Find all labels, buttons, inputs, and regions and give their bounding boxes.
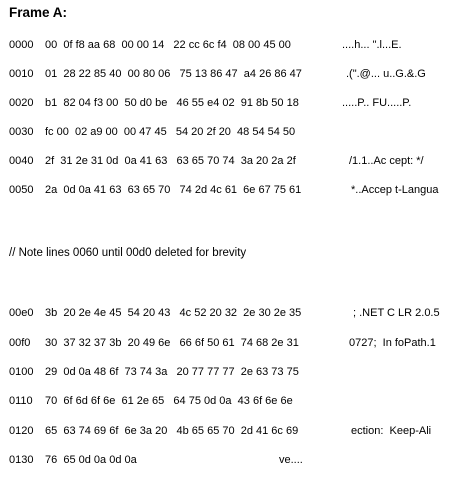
hex-row: [9, 66, 469, 82]
row-offset: 0000: [9, 39, 34, 51]
row-ascii: ....h... ".l...E.: [342, 39, 402, 51]
row-hex: 00 0f f8 aa 68 00 00 14 22 cc 6c f4 08 00 45 00: [45, 39, 291, 51]
row-hex: 2a 0d 0a 41 63 63 65 70 74 2d 4c 61 6e 67 75 61: [45, 184, 302, 196]
row-offset: 00f0: [9, 337, 31, 349]
row-offset: 0020: [9, 97, 34, 109]
row-ascii: *..Accep t-Langua: [351, 184, 439, 196]
row-ascii: 0727; In foPath.1: [349, 337, 436, 349]
row-offset: 00e0: [9, 307, 34, 319]
row-hex: 30 37 32 37 3b 20 49 6e 66 6f 50 61 74 68 2e 31: [45, 337, 299, 349]
row-offset: 0030: [9, 126, 34, 138]
row-offset: 0040: [9, 155, 34, 167]
hex-row: [9, 335, 469, 351]
row-offset: 0110: [9, 395, 33, 407]
row-hex: 01 28 22 85 40 00 80 06 75 13 86 47 a4 26 86 47: [45, 68, 302, 80]
row-offset: 0010: [9, 68, 34, 80]
row-ascii: ; .NET C LR 2.0.5: [353, 307, 440, 319]
hex-row: [9, 364, 469, 380]
row-ascii: .(".@... u..G.&.G: [346, 68, 426, 80]
frame-title: Frame A:: [9, 5, 68, 20]
hex-row: [9, 95, 469, 111]
hex-row: [9, 393, 469, 409]
hex-row: [9, 37, 469, 53]
row-hex: fc 00 02 a9 00 00 47 45 54 20 2f 20 48 54 54 50: [45, 126, 296, 138]
row-ascii: .....P.. FU.....P.: [342, 97, 412, 109]
row-offset: 0050: [9, 184, 34, 196]
row-offset: 0130: [9, 454, 34, 466]
row-ascii: /1.1..Ac cept: */: [349, 155, 424, 167]
hex-row: [9, 423, 469, 439]
row-offset: 0100: [9, 366, 34, 378]
hex-row: [9, 124, 469, 140]
row-hex: 76 65 0d 0a 0d 0a: [45, 454, 137, 466]
row-hex: 3b 20 2e 4e 45 54 20 43 4c 52 20 32 2e 30 2e 35: [45, 307, 302, 319]
row-ascii: ve....: [279, 454, 303, 466]
hex-row: [9, 153, 469, 169]
hex-row: [9, 452, 469, 468]
row-offset: 0120: [9, 425, 34, 437]
row-ascii: ection: Keep-Ali: [351, 425, 432, 437]
row-hex: 70 6f 6d 6f 6e 61 2e 65 64 75 0d 0a 43 6f 6e 6e: [45, 395, 293, 407]
row-hex: 2f 31 2e 31 0d 0a 41 63 63 65 70 74 3a 20 2a 2f: [45, 155, 296, 167]
row-hex: 29 0d 0a 48 6f 73 74 3a 20 77 77 77 2e 63 73 75: [45, 366, 299, 378]
brevity-note: // Note lines 0060 until 00d0 deleted for brevity: [9, 247, 247, 259]
row-hex: 65 63 74 69 6f 6e 3a 20 4b 65 65 70 2d 41 6c 69: [45, 425, 299, 437]
hex-row: [9, 305, 469, 321]
hex-row: [9, 182, 469, 198]
row-hex: b1 82 04 f3 00 50 d0 be 46 55 e4 02 91 8b 50 18: [45, 97, 299, 109]
